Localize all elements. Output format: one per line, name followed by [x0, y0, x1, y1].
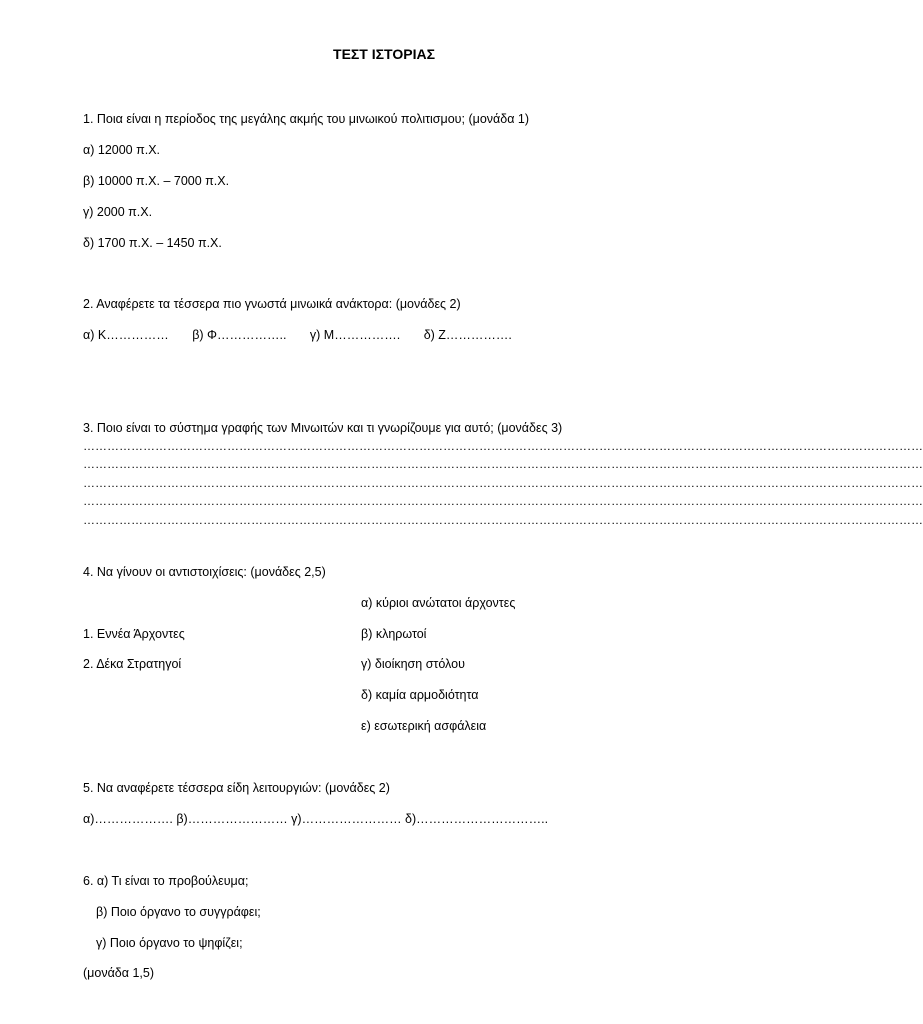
q3-answer-line-2: ………………………………………………………………………………………………………………………………………………………………………………………… [83, 457, 923, 471]
q3-answer-line-5: ………………………………………………………………………………………………………………………………………………………………………………………… [83, 513, 923, 527]
question-1: 1. Ποια είναι η περίοδος της μεγάλης ακμής του μινωικού πολιτισμου; (μονάδα 1) [83, 112, 530, 126]
q4-right-item-a: α) κύριοι ανώτατοι άρχοντες [361, 596, 516, 610]
q4-right-item-d: δ) καμία αρμοδιότητα [361, 688, 479, 702]
q2-blank-a: α) Κ…………… [83, 328, 169, 342]
q4-left-item-1: 1. Εννέα Άρχοντες [83, 627, 185, 641]
q1-option-b: β) 10000 π.Χ. – 7000 π.Χ. [83, 174, 230, 188]
question-4: 4. Να γίνουν οι αντιστοιχίσεις: (μονάδες 2,5) [83, 565, 326, 579]
question-3: 3. Ποιο είναι το σύστημα γραφής των Μινωιτών και τι γνωρίζουμε για αυτό; (μονάδες 3) [83, 421, 563, 435]
q3-answer-line-1: ………………………………………………………………………………………………………………………………………………………………………………………… [83, 439, 923, 453]
question-6-points: (μονάδα 1,5) [83, 966, 154, 980]
question-5: 5. Να αναφέρετε τέσσερα είδη λειτουργιών: (μονάδες 2) [83, 781, 390, 795]
q2-blanks-row [83, 327, 532, 343]
q2-blank-c: γ) Μ……………. [309, 328, 401, 342]
q4-left-item-2: 2. Δέκα Στρατηγοί [83, 657, 182, 671]
question-6c: γ) Ποιο όργανο το ψηφίζει; [96, 936, 243, 950]
question-6b: β) Ποιο όργανο το συγγράφει; [96, 905, 261, 919]
q4-right-item-b: β) κληρωτοί [361, 627, 427, 641]
q3-answer-line-4: ………………………………………………………………………………………………………………………………………………………………………………………… [83, 494, 923, 508]
q1-option-d: δ) 1700 π.Χ. – 1450 π.Χ. [83, 236, 222, 250]
q1-option-a: α) 12000 π.Χ. [83, 143, 161, 157]
question-6a: 6. α) Τι είναι το προβούλευμα; [83, 874, 249, 888]
q2-blank-d: δ) Ζ……………. [423, 328, 512, 342]
page-title: ΤΕΣΤ ΙΣΤΟΡΙΑΣ [333, 46, 435, 62]
q3-answer-line-3: ………………………………………………………………………………………………………………………………………………………………………………………… [83, 476, 923, 490]
q2-blank-b: β) Φ…………….. [192, 328, 287, 342]
q5-blanks-row: α)………………. β)…………………… γ)…………………… δ)………………………….. [83, 812, 549, 826]
question-2: 2. Αναφέρετε τα τέσσερα πιο γνωστά μινωικά ανάκτορα: (μονάδες 2) [83, 297, 461, 311]
q4-right-item-e: ε) εσωτερική ασφάλεια [361, 719, 487, 733]
q4-right-item-c: γ) διοίκηση στόλου [361, 657, 465, 671]
q1-option-c: γ) 2000 π.Χ. [83, 205, 153, 219]
